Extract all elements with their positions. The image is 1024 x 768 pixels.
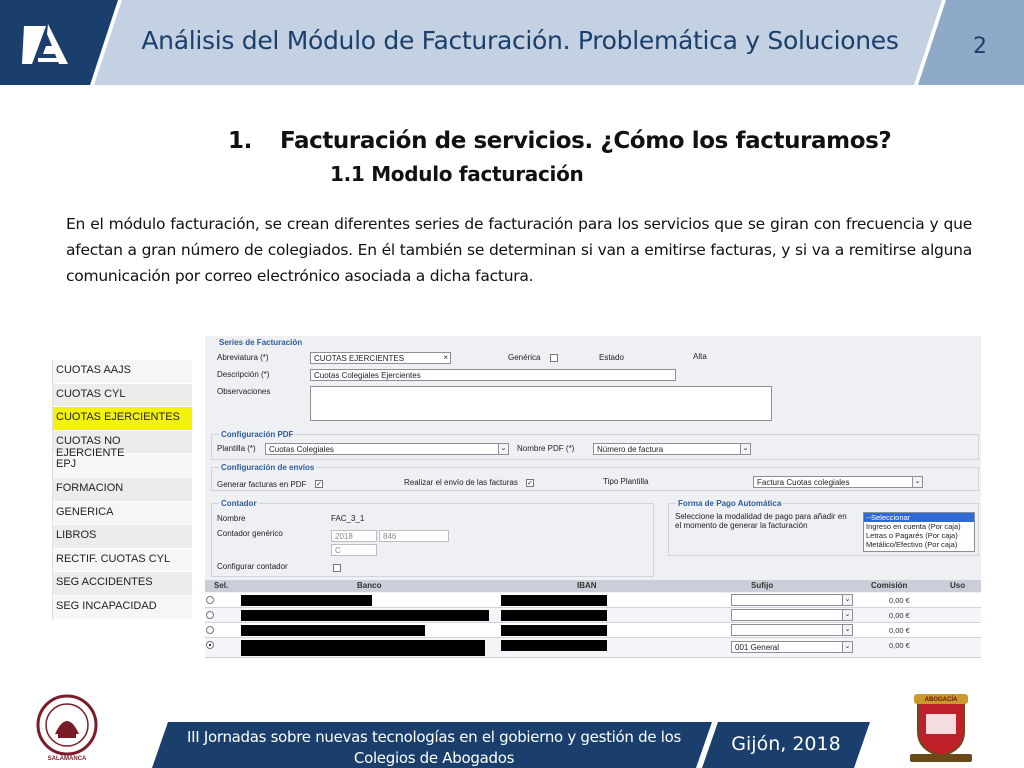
table-row[interactable]	[205, 623, 981, 638]
subsection-heading: 1.1 Modulo facturación	[330, 162, 584, 186]
pdf-name-select[interactable]	[593, 443, 751, 455]
counter-letter-input[interactable]: C	[331, 544, 377, 556]
bank-table-header	[205, 580, 981, 592]
commission-value: 0,00 €	[889, 626, 910, 635]
col-sel: Sel.	[214, 581, 229, 590]
series-item[interactable]: CUOTAS CYL	[53, 384, 192, 408]
template-select[interactable]	[265, 443, 509, 455]
series-item[interactable]: SEG INCAPACIDAD	[53, 596, 192, 620]
suffix-select[interactable]	[731, 609, 853, 621]
pdf-name-value: Número de factura	[597, 445, 664, 454]
col-bank: Banco	[357, 581, 382, 590]
page-title: Análisis del Módulo de Facturación. Problemática y Soluciones	[141, 26, 899, 55]
counter-section-title: Contador	[221, 499, 257, 508]
obs-label: Observaciones	[217, 387, 271, 396]
gen-pdf-checkbox[interactable]: ✓	[316, 481, 322, 488]
desc-label: Descripción (*)	[217, 370, 270, 379]
series-item[interactable]: RECTIF. CUOTAS CYL	[53, 549, 192, 573]
counter-year-input[interactable]: 2018	[331, 530, 377, 542]
description-paragraph: En el módulo facturación, se crean diferentes series de facturación para los servicios que se giran con frecuencia y que afectan a gran número de colegiados. En él también se determinan si van a emitirse facturas, y si va a remitirse alguna comunicación por correo electrónico asociada a dicha factura.	[66, 215, 972, 285]
series-item[interactable]: EPJ	[53, 454, 192, 478]
counter-number-input[interactable]: 846	[379, 530, 449, 542]
page-number: 2	[973, 34, 987, 59]
series-section-title: Series de Facturación	[219, 338, 303, 347]
chevron-down-icon: ⌄	[842, 642, 852, 652]
seal-left-caption: SALAMANCA	[47, 756, 87, 762]
suffix-select[interactable]	[731, 641, 853, 653]
redacted-iban	[501, 625, 607, 636]
suffix-select[interactable]	[731, 624, 853, 636]
series-item[interactable]: CUOTAS AAJS	[53, 360, 192, 384]
redacted-bank	[241, 610, 489, 621]
chevron-down-icon: ⌄	[842, 595, 852, 605]
counter-name-label: Nombre	[217, 514, 246, 523]
generic-checkbox[interactable]	[550, 354, 558, 362]
state-value: Alta	[693, 352, 707, 361]
chevron-down-icon: ⌄	[842, 610, 852, 620]
series-item[interactable]: CUOTAS NO EJERCIENTE	[53, 431, 192, 455]
coat-of-arms-text: ABOGACÍA	[924, 697, 958, 703]
row-radio[interactable]	[206, 626, 214, 634]
coat-of-arms-icon	[904, 690, 978, 766]
row-radio[interactable]	[206, 611, 214, 619]
template-value: Cuotas Colegiales	[269, 445, 334, 454]
series-item[interactable]: GENERICA	[53, 502, 192, 526]
abbr-value: CUOTAS EJERCIENTES	[314, 354, 405, 363]
payment-option[interactable]: Letras o Pagarés (Por caja)	[866, 531, 958, 540]
payment-section-title: Forma de Pago Automática	[678, 499, 782, 508]
counter-name-value: FAC_3_1	[331, 514, 365, 523]
obs-textarea[interactable]	[310, 386, 772, 421]
payment-help-text: Seleccione la modalidad de pago para añadir en el momento de generar la facturación	[675, 512, 847, 530]
commission-value: 0,00 €	[889, 611, 910, 620]
template-type-value: Factura Cuotas colegiales	[757, 478, 850, 487]
commission-value: 0,00 €	[889, 641, 910, 650]
series-item-selected[interactable]: CUOTAS EJERCIENTES	[53, 407, 192, 431]
suffix-select[interactable]	[731, 594, 853, 606]
col-iban: IBAN	[577, 581, 597, 590]
chevron-down-icon: ⌄	[740, 444, 750, 454]
generic-counter-label: Contador genérico	[217, 529, 283, 538]
pdf-section-title: Configuración PDF	[221, 430, 294, 439]
configure-counter-checkbox[interactable]	[333, 564, 341, 572]
billing-series-form	[205, 336, 981, 658]
suffix-value: 001 General	[735, 643, 780, 652]
redacted-bank	[241, 595, 372, 606]
series-list	[52, 360, 192, 620]
col-commission: Comisión	[871, 581, 908, 590]
generic-label: Genérica	[508, 353, 541, 362]
payment-listbox[interactable]	[863, 512, 975, 552]
gen-pdf-label: Generar facturas en PDF	[217, 480, 307, 489]
table-row[interactable]	[205, 608, 981, 623]
state-label: Estado	[599, 353, 624, 362]
col-use: Uso	[950, 581, 966, 590]
send-invoices-label: Realizar el envío de las facturas	[404, 478, 518, 487]
abbr-input[interactable]	[310, 352, 451, 364]
payment-option[interactable]: --Seleccionar	[864, 513, 974, 522]
clear-icon[interactable]: ×	[443, 353, 448, 362]
section-title: Facturación de servicios. ¿Cómo los facturamos?	[280, 128, 892, 154]
section-heading	[228, 128, 891, 154]
redacted-iban	[501, 640, 607, 651]
redacted-iban	[501, 595, 607, 606]
footer-event-text: III Jornadas sobre nuevas tecnologías en el gobierno y gestión de los Colegios de Abogados	[187, 728, 681, 767]
footer-city: Gijón, 2018	[731, 733, 841, 755]
configure-counter-label: Configurar contador	[217, 562, 288, 571]
redacted-bank	[241, 625, 425, 636]
send-section-title: Configuración de envíos	[221, 463, 315, 472]
redacted-bank	[241, 640, 485, 656]
series-item[interactable]: LIBROS	[53, 525, 192, 549]
col-suffix: Sufijo	[751, 581, 774, 590]
pdf-name-label: Nombre PDF (*)	[517, 444, 575, 453]
row-radio[interactable]	[206, 596, 214, 604]
logo-a-icon	[18, 14, 78, 70]
abbr-label: Abreviatura (*)	[217, 353, 269, 362]
desc-input[interactable]: Cuotas Colegiales Ejercientes	[310, 369, 676, 381]
chevron-down-icon: ⌄	[842, 625, 852, 635]
slide-header	[0, 0, 1024, 85]
bar-association-seal-icon	[36, 694, 98, 764]
template-type-label: Tipo Plantilla	[603, 477, 649, 486]
redacted-iban	[501, 610, 607, 621]
template-type-select[interactable]	[753, 476, 923, 488]
row-radio-selected[interactable]	[206, 641, 214, 649]
series-item[interactable]: FORMACION	[53, 478, 192, 502]
chevron-down-icon: ⌄	[912, 477, 922, 487]
table-row[interactable]	[205, 638, 981, 658]
table-row[interactable]	[205, 593, 981, 608]
payment-option[interactable]: Metálico/Efectivo (Por caja)	[866, 540, 958, 549]
section-number: 1.	[228, 128, 252, 154]
chevron-down-icon: ⌄	[498, 444, 508, 454]
commission-value: 0,00 €	[889, 596, 910, 605]
send-invoices-checkbox[interactable]: ✓	[527, 480, 533, 487]
payment-option[interactable]: Ingreso en cuenta (Por caja)	[866, 522, 961, 531]
series-item[interactable]: SEG ACCIDENTES	[53, 572, 192, 596]
template-label: Plantilla (*)	[217, 444, 256, 453]
